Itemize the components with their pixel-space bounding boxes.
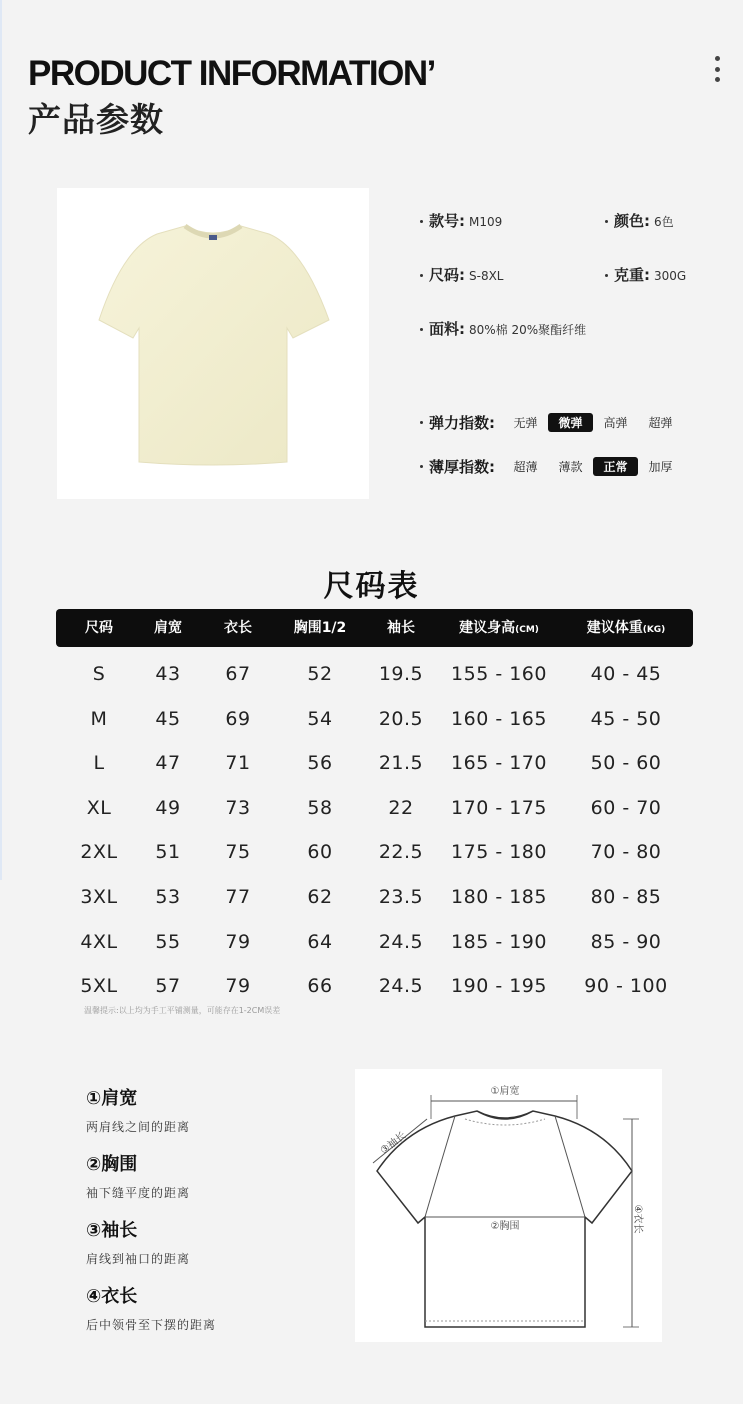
cell-shoulder: 45 bbox=[155, 707, 181, 730]
elasticity-option: 高弹 bbox=[603, 416, 628, 430]
diagram-label-sleeve: ③袖长 bbox=[378, 1130, 409, 1157]
cell-sleeve: 19.5 bbox=[378, 663, 424, 685]
thickness-option: 薄款 bbox=[558, 460, 583, 474]
cell-chest: 52 bbox=[307, 663, 333, 685]
cell-length: 73 bbox=[225, 796, 251, 819]
thickness-scale: 薄厚指数: 超薄 薄款 正常 加厚 bbox=[420, 456, 683, 477]
size-table-title: 尺码表 bbox=[323, 569, 420, 604]
cell-weight: 60 - 70 bbox=[590, 796, 662, 819]
thickness-option: 超薄 bbox=[513, 460, 538, 474]
cell-length: 79 bbox=[225, 975, 251, 998]
diagram-label-length: ④衣长 bbox=[632, 1204, 643, 1234]
cell-shoulder: 49 bbox=[155, 796, 181, 819]
table-row bbox=[56, 654, 693, 694]
spec-size: 尺码: S-8XL bbox=[420, 264, 504, 285]
cell-shoulder: 53 bbox=[155, 886, 181, 908]
cell-sleeve: 24.5 bbox=[378, 975, 424, 998]
table-row bbox=[56, 788, 693, 828]
cell-shoulder: 47 bbox=[155, 752, 181, 775]
cell-height: 190 - 195 bbox=[451, 975, 547, 998]
cell-height: 185 - 190 bbox=[451, 930, 547, 953]
cell-sleeve: 22 bbox=[388, 796, 414, 819]
size-table-header bbox=[56, 609, 693, 647]
cell-size: 5XL bbox=[80, 975, 118, 998]
diagram-label-shoulder: ①肩宽 bbox=[490, 1086, 520, 1097]
guide-length: ④衣长 后中领骨至下摆的距离 bbox=[86, 1286, 217, 1332]
cell-length: 79 bbox=[225, 930, 251, 953]
cell-height: 180 - 185 bbox=[451, 886, 547, 908]
guide-chest: ②胸围 袖下缝平度的距离 bbox=[86, 1154, 191, 1200]
table-row bbox=[56, 743, 693, 783]
table-row bbox=[56, 699, 693, 739]
cell-height: 155 - 160 bbox=[451, 663, 547, 685]
cell-height: 175 - 180 bbox=[451, 841, 547, 864]
cell-chest: 54 bbox=[307, 707, 333, 730]
table-row bbox=[56, 832, 693, 872]
cell-chest: 60 bbox=[307, 841, 333, 864]
cell-weight: 70 - 80 bbox=[590, 841, 662, 864]
cell-length: 77 bbox=[225, 886, 251, 908]
diagram-label-chest: ②胸围 bbox=[490, 1221, 520, 1232]
cell-size: M bbox=[90, 707, 108, 730]
cell-sleeve: 21.5 bbox=[378, 752, 424, 775]
spec-style: 款号: M109 bbox=[420, 210, 502, 231]
cell-chest: 64 bbox=[307, 930, 333, 953]
product-image bbox=[57, 188, 369, 499]
cell-size: S bbox=[92, 663, 106, 685]
spec-fabric: 面料: 80%棉 20%聚酯纤维 bbox=[420, 318, 586, 339]
elasticity-option: 超弹 bbox=[648, 416, 673, 430]
cell-chest: 66 bbox=[307, 975, 333, 998]
guide-shoulder: ①肩宽 两肩线之间的距离 bbox=[86, 1088, 191, 1134]
measurement-note: 温馨提示:以上均为手工平铺测量，可能存在1-2CM误差 bbox=[84, 1006, 281, 1015]
cell-sleeve: 24.5 bbox=[378, 930, 424, 953]
page-title-cn: 产品参数 bbox=[28, 100, 164, 139]
cell-weight: 50 - 60 bbox=[590, 752, 662, 775]
measurement-diagram bbox=[355, 1069, 662, 1342]
cell-chest: 56 bbox=[307, 752, 333, 775]
cell-shoulder: 43 bbox=[155, 663, 181, 685]
cell-length: 69 bbox=[225, 707, 251, 730]
cell-sleeve: 20.5 bbox=[378, 707, 424, 730]
cell-weight: 45 - 50 bbox=[590, 707, 662, 730]
cell-sleeve: 23.5 bbox=[378, 886, 424, 908]
spec-color: 颜色: 6色 bbox=[605, 210, 674, 231]
cell-shoulder: 57 bbox=[155, 975, 181, 998]
cell-weight: 40 - 45 bbox=[590, 663, 662, 685]
header-length: 衣长 bbox=[224, 620, 252, 636]
cell-sleeve: 22.5 bbox=[378, 841, 424, 864]
cell-chest: 62 bbox=[307, 886, 333, 908]
cell-height: 165 - 170 bbox=[451, 752, 547, 775]
guide-sleeve: ③袖长 肩线到袖口的距离 bbox=[86, 1220, 191, 1266]
elasticity-scale: 弹力指数: 无弹 微弹 高弹 超弹 bbox=[420, 412, 683, 433]
header-size: 尺码 bbox=[85, 620, 113, 636]
table-row bbox=[56, 922, 693, 962]
more-options-icon[interactable] bbox=[713, 56, 721, 82]
header-chest: 胸围1/2 bbox=[293, 620, 347, 636]
header-sleeve: 袖长 bbox=[387, 620, 415, 636]
header-shoulder: 肩宽 bbox=[154, 620, 182, 636]
cell-height: 160 - 165 bbox=[451, 707, 547, 730]
header-height: 建议身高(CM) bbox=[459, 620, 539, 636]
cell-weight: 80 - 85 bbox=[590, 886, 662, 908]
cell-shoulder: 55 bbox=[155, 930, 181, 953]
cell-length: 67 bbox=[225, 663, 251, 685]
cell-size: 3XL bbox=[80, 886, 118, 908]
spec-weight: 克重: 300G bbox=[605, 264, 686, 285]
cell-length: 75 bbox=[225, 841, 251, 864]
cell-height: 170 - 175 bbox=[451, 796, 547, 819]
thickness-option-selected: 正常 bbox=[593, 457, 638, 476]
header-weight: 建议体重(KG) bbox=[586, 620, 666, 636]
tshirt-outline-icon bbox=[355, 1069, 662, 1342]
cell-size: 2XL bbox=[80, 841, 118, 864]
cell-length: 71 bbox=[225, 752, 251, 775]
cell-chest: 58 bbox=[307, 796, 333, 819]
table-row bbox=[56, 877, 693, 917]
thickness-option: 加厚 bbox=[648, 460, 673, 474]
elasticity-option-selected: 微弹 bbox=[548, 413, 593, 432]
table-row bbox=[56, 966, 693, 1006]
cell-weight: 85 - 90 bbox=[590, 930, 662, 953]
tshirt-icon bbox=[57, 188, 369, 499]
cell-shoulder: 51 bbox=[155, 841, 181, 864]
page-edge bbox=[0, 0, 2, 880]
cell-size: XL bbox=[86, 796, 112, 819]
cell-weight: 90 - 100 bbox=[584, 975, 668, 998]
cell-size: L bbox=[93, 752, 105, 775]
elasticity-option: 无弹 bbox=[513, 416, 538, 430]
cell-size: 4XL bbox=[80, 930, 118, 953]
page-title-en: PRODUCT INFORMATION’ bbox=[28, 54, 435, 93]
